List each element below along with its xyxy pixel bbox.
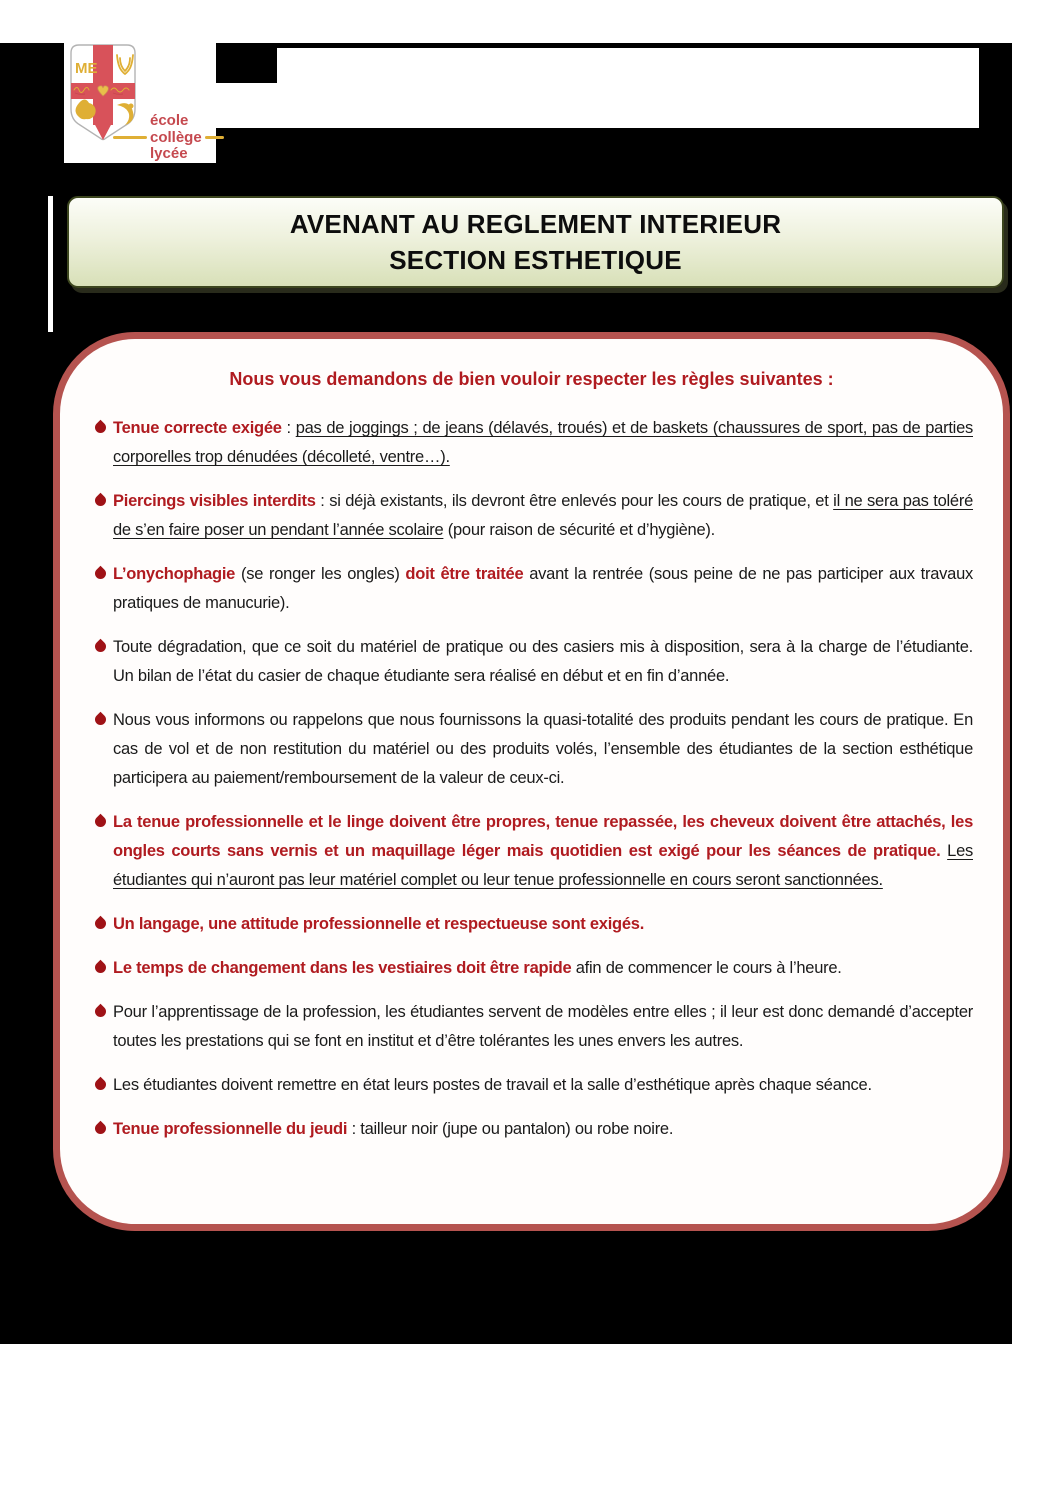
rule-text-segment: Tenue professionnelle du jeudi [113,1120,348,1138]
rule-text-segment: L’onychophagie [113,565,236,583]
rule-text-segment: Un langage, une attitude professionnelle et respectueuse sont exigés. [113,915,645,933]
rule-item [97,808,973,895]
gold-dash-icon [113,136,147,139]
droplet-bullet-icon [93,566,109,582]
svg-text:ME: ME [75,60,98,77]
rule-text-segment: La tenue professionnelle et le linge doivent être propres, tenue repassée, les cheveux doivent être attachés, les ongles courts sans vernis et un maquillage léger mais quotidien est exigé pour les séances de pratique. [113,813,973,860]
rule-item [97,910,973,939]
rule-text-segment: afin de commencer le cours à l’heure. [571,959,842,977]
rule-item [97,706,973,793]
school-level-lycee [113,146,224,163]
droplet-bullet-icon [93,916,109,932]
rule-text-segment: Les étudiantes qui n’auront pas leur matériel complet ou leur tenue professionnelle en cours seront sanctionnées. [113,842,973,889]
rule-text-segment: doit être traitée [405,565,524,583]
droplet-bullet-icon [93,420,109,436]
letterhead-blank-strip [277,48,979,128]
document-title-line2: SECTION ESTHETIQUE [389,245,682,275]
rules-list [60,414,1003,1144]
droplet-bullet-icon [93,1004,109,1020]
letterhead-blank-notch [216,83,277,128]
droplet-bullet-icon [93,960,109,976]
rule-text-segment: Tenue correcte exigée [113,419,282,437]
rule-text-segment: : [281,419,296,437]
rule-text-segment: (se ronger les ongles) [235,565,406,583]
school-logo [64,43,216,163]
rule-text-segment: avant la rentrée (sous peine de ne pas participer aux travaux pratiques de manucurie). [113,565,973,612]
rule-text-segment: Pour l’apprentissage de la profession, les étudiantes servent de modèles entre elles ; il leur est donc demandé d’accepter toutes les prestations qui se font en institut et d’être tolérantes les unes envers les autres. [113,1003,973,1050]
school-level-ecole [113,113,224,130]
school-level-label: lycée [150,145,188,162]
droplet-bullet-icon [93,493,109,509]
rule-item [97,1115,973,1144]
rule-text-segment: pas de joggings ; de jeans (délavés, troués) et de baskets (chaussures de sport, pas de parties corporelles trop dénudées (décolleté, ventre…). [113,419,973,466]
droplet-bullet-icon [93,1077,109,1093]
school-level-label: école [150,112,189,129]
rule-item [97,1071,973,1100]
document-title-line1: AVENANT AU REGLEMENT INTERIEUR [289,209,782,239]
rule-item [97,414,973,472]
rules-box [53,332,1010,1231]
rule-text-segment: il ne sera pas toléré de s’en faire poser un pendant l’année scolaire [113,492,974,539]
rule-item [97,560,973,618]
rule-item [97,633,973,691]
droplet-bullet-icon [93,1121,109,1137]
rule-text-segment: : tailleur noir (jupe ou pantalon) ou robe noire. [347,1120,674,1138]
rule-item [97,998,973,1056]
rule-text-segment: Toute dégradation, que ce soit du matériel de pratique ou des casiers mis à disposition, sera à la charge de l’étudiante. Un bilan de l’état du casier de chaque étudiante sera réalisé en début et en fin d’année. [113,638,973,685]
rule-text-segment: : si déjà existants, ils devront être enlevés pour les cours de pratique, et [315,492,834,510]
rule-text-segment: Piercings visibles interdits [113,492,316,510]
school-levels [113,113,224,163]
rule-text-segment: Le temps de changement dans les vestiaires doit être rapide [113,959,572,977]
rule-item [97,487,973,545]
droplet-bullet-icon [93,639,109,655]
rule-text-segment: (pour raison de sécurité et d’hygiène). [443,521,715,539]
gold-dash-icon [205,136,224,139]
rules-title: Nous vous demandons de bien vouloir respecter les règles suivantes : [229,369,834,389]
redaction-gap [48,196,53,332]
school-level-college [113,130,224,147]
rule-text-segment: Les étudiantes doivent remettre en état leurs postes de travail et la salle d’esthétique après chaque séance. [113,1076,872,1094]
rule-item [97,954,973,983]
droplet-bullet-icon [93,712,109,728]
title-banner [67,196,1004,288]
school-level-label: collège [150,128,202,146]
droplet-bullet-icon [93,814,109,830]
rule-text-segment: Nous vous informons ou rappelons que nous fournissons la quasi-totalité des produits pendant les cours de pratique. En cas de vol et de non restitution du matériel ou des produits volés, l’ensemble des étudiantes de la section esthétique participera au paiement/remboursement de la valeur de ceux-ci. [113,711,973,787]
